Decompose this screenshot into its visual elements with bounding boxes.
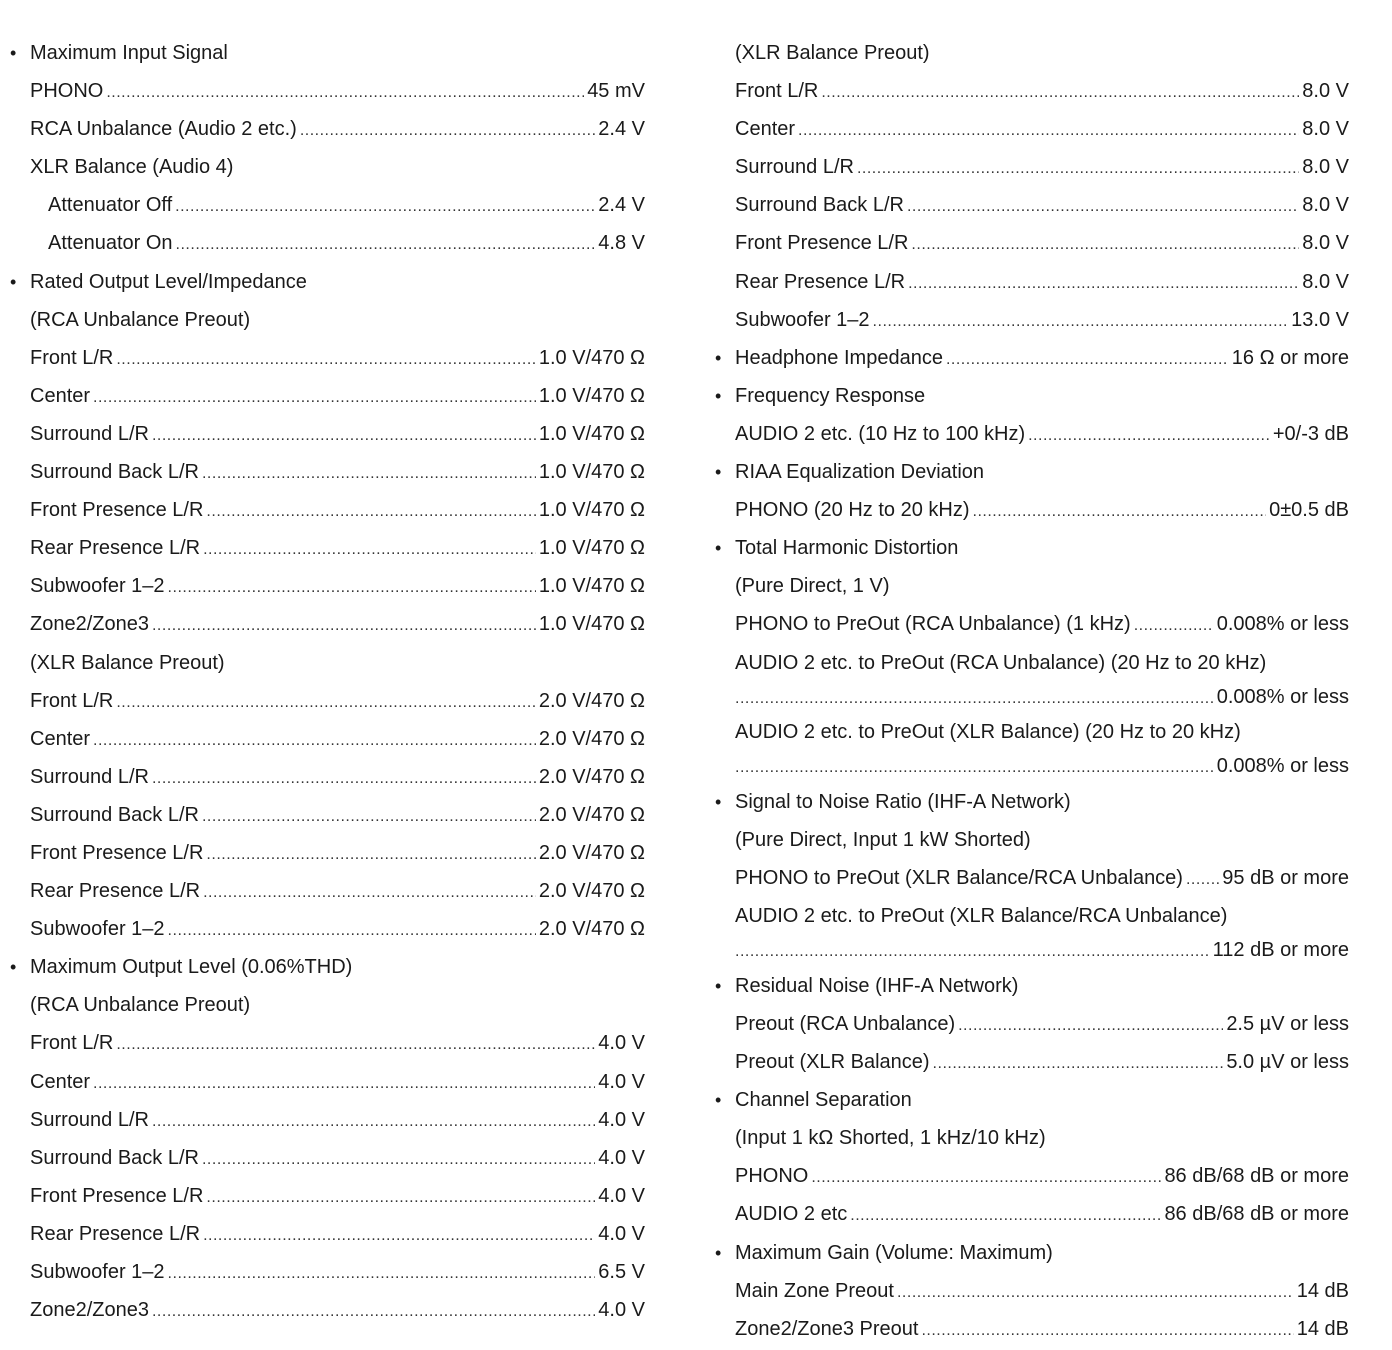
spec-label: Surround L/R	[30, 1108, 149, 1131]
spec-subheading	[715, 644, 1349, 675]
spec-entry-zone2-zone3	[10, 605, 645, 643]
spec-value: 2.0 V/470 Ω	[538, 918, 645, 941]
spec-value: 8.0 V	[1302, 232, 1349, 255]
spec-entry-rear-presence-l-r	[10, 872, 645, 910]
spec-label: Front L/R	[30, 346, 114, 369]
right-column	[715, 34, 1349, 1348]
spec-entry-front-presence-l-r	[10, 1177, 645, 1215]
spec-value: 14 dB	[1296, 1317, 1349, 1340]
spec-label: Surround Back L/R	[735, 194, 904, 217]
spec-heading-maximum-input-signal	[10, 34, 645, 72]
spec-label: Front Presence L/R	[30, 499, 204, 522]
spec-entry-front-l-r	[715, 72, 1349, 110]
dot-leader	[850, 1195, 1161, 1235]
spec-subheading-text: AUDIO 2 etc. to PreOut (XLR Balance) (20 Hz to 20 kHz)	[735, 721, 1241, 744]
spec-label: Surround L/R	[30, 422, 149, 445]
dot-leader	[202, 1139, 595, 1179]
spec-label: AUDIO 2 etc. (10 Hz to 100 kHz)	[735, 422, 1026, 445]
spec-subheading	[10, 644, 645, 682]
spec-entry-phono-to-preout-rca-unbalance-1-khz	[715, 605, 1349, 643]
dot-leader	[168, 567, 536, 607]
spec-entry-surround-l-r	[10, 758, 645, 796]
spec-heading-residual-noise-ihf-a-network	[715, 967, 1349, 1005]
spec-entry-phono	[715, 1157, 1349, 1195]
dot-leader	[203, 872, 536, 912]
spec-entry-headphone-impedance	[715, 339, 1349, 377]
spec-value: 1.0 V/470 Ω	[538, 613, 645, 636]
spec-heading-maximum-output-level-0-06-thd	[10, 948, 645, 986]
spec-heading-frequency-response	[715, 377, 1349, 415]
spec-value: 8.0 V	[1302, 118, 1349, 141]
dot-leader	[857, 148, 1299, 188]
dot-leader	[908, 263, 1299, 303]
spec-subheading	[10, 986, 645, 1024]
spec-label: Center	[30, 384, 91, 407]
spec-entry-audio-2-etc-10-hz-to-100-khz	[715, 415, 1349, 453]
dot-leader	[811, 1157, 1161, 1197]
spec-value: 1.0 V/470 Ω	[538, 422, 645, 445]
spec-value: 6.5 V	[598, 1261, 645, 1283]
dot-leader	[152, 1291, 595, 1331]
dot-leader	[152, 758, 536, 798]
dot-leader	[168, 1253, 596, 1293]
spec-entry-phono-20-hz-to-20-khz	[715, 491, 1349, 529]
dot-leader	[116, 682, 536, 722]
spec-label: Attenuator Off	[48, 194, 173, 217]
spec-subheading	[715, 567, 1349, 605]
spec-value: 2.4 V	[598, 194, 645, 217]
spec-entry-phono	[10, 72, 645, 110]
spec-label: Subwoofer 1–2	[735, 308, 870, 331]
spec-value: 2.0 V/470 Ω	[538, 880, 645, 903]
dot-leader	[202, 453, 536, 493]
spec-label: Subwoofer 1–2	[30, 575, 165, 598]
spec-label: RCA Unbalance (Audio 2 etc.)	[30, 118, 297, 141]
spec-label: Zone2/Zone3	[30, 1299, 149, 1322]
spec-label: Surround L/R	[30, 765, 149, 788]
spec-subheading	[715, 821, 1349, 859]
spec-value: 0.008% or less	[1216, 613, 1349, 636]
dot-leader	[93, 720, 536, 760]
spec-heading-channel-separation	[715, 1081, 1349, 1119]
spec-label: Front Presence L/R	[30, 1184, 204, 1207]
spec-subheading	[715, 897, 1349, 928]
spec-entry-continuation	[715, 744, 1349, 783]
spec-label: • Headphone Impedance	[735, 346, 943, 369]
spec-value: 5.0 µV or less	[1226, 1051, 1349, 1074]
dot-leader	[897, 1272, 1294, 1312]
spec-label: Front L/R	[30, 689, 114, 712]
dot-leader	[116, 1024, 595, 1064]
spec-value: 2.5 µV or less	[1226, 1012, 1349, 1035]
spec-entry-subwoofer-1-2	[10, 567, 645, 605]
dot-leader	[907, 186, 1299, 226]
dot-leader	[1028, 415, 1270, 455]
spec-subheading-text: (Input 1 kΩ Shorted, 1 kHz/10 kHz)	[735, 1127, 1046, 1150]
spec-label: Front L/R	[30, 1032, 114, 1055]
spec-label: Rear Presence L/R	[30, 537, 201, 560]
spec-label: AUDIO 2 etc	[735, 1203, 848, 1226]
spec-entry-preout-xlr-balance	[715, 1043, 1349, 1081]
spec-label: Preout (XLR Balance)	[735, 1051, 930, 1074]
dot-leader	[176, 224, 596, 264]
spec-label: Center	[30, 1070, 91, 1093]
spec-value: 4.0 V	[598, 1299, 645, 1322]
spec-heading-maximum-gain-volume-maximum	[715, 1234, 1349, 1272]
dot-leader	[168, 910, 536, 950]
spec-label: Surround Back L/R	[30, 461, 199, 484]
dot-leader	[1134, 605, 1214, 645]
spec-entry-surround-back-l-r	[715, 186, 1349, 224]
spec-entry-rear-presence-l-r	[715, 263, 1349, 301]
spec-value: 1.0 V/470 Ω	[538, 346, 645, 369]
spec-entry-front-presence-l-r	[10, 491, 645, 529]
spec-subheading-text: (XLR Balance Preout)	[30, 651, 225, 674]
spec-value: 1.0 V/470 Ω	[538, 384, 645, 407]
spec-entry-continuation	[715, 675, 1349, 714]
spec-value: +0/-3 dB	[1272, 422, 1349, 445]
spec-heading-text: Rated Output Level/Impedance	[30, 270, 307, 293]
spec-entry-surround-back-l-r	[10, 1139, 645, 1177]
spec-label: Surround Back L/R	[30, 803, 199, 826]
dot-leader	[116, 339, 536, 379]
dot-leader	[1186, 859, 1219, 899]
spec-value: 4.0 V	[598, 1032, 645, 1055]
spec-heading-text: Frequency Response	[735, 384, 926, 407]
spec-value: 95 dB or more	[1222, 867, 1349, 890]
spec-label: Preout (RCA Unbalance)	[735, 1012, 956, 1035]
spec-subheading-text: XLR Balance (Audio 4)	[30, 156, 234, 179]
spec-value: 112 dB or more	[1212, 939, 1349, 962]
spec-entry-main-zone-preout	[715, 1272, 1349, 1310]
spec-value: 4.0 V	[598, 1070, 645, 1093]
spec-entry-center	[10, 1063, 645, 1101]
spec-heading-text: Maximum Input Signal	[30, 42, 228, 64]
dot-leader	[921, 1310, 1293, 1350]
spec-label: Zone2/Zone3 Preout	[735, 1317, 919, 1340]
spec-label: Center	[735, 118, 796, 141]
dot-leader	[203, 529, 536, 569]
left-column	[10, 34, 645, 1329]
spec-subheading-text: AUDIO 2 etc. to PreOut (RCA Unbalance) (20 Hz to 20 kHz)	[735, 651, 1267, 674]
spec-label: Rear Presence L/R	[30, 1222, 201, 1245]
spec-subheading-text: (Pure Direct, 1 V)	[735, 575, 890, 598]
dot-leader	[933, 1043, 1224, 1083]
spec-heading-riaa-equalization-deviation	[715, 453, 1349, 491]
spec-heading-rated-output-level-impedance	[10, 263, 645, 301]
spec-label: Center	[30, 727, 91, 750]
spec-value: 86 dB/68 dB or more	[1164, 1203, 1349, 1226]
spec-value: 0.008% or less	[1216, 685, 1349, 708]
spec-entry-front-l-r	[10, 1024, 645, 1062]
spec-value: 8.0 V	[1302, 270, 1349, 293]
spec-entry-subwoofer-1-2	[715, 301, 1349, 339]
spec-heading-text: Maximum Gain (Volume: Maximum)	[735, 1241, 1053, 1264]
dot-leader	[911, 224, 1299, 264]
dot-leader	[175, 186, 595, 226]
spec-value: 2.0 V/470 Ω	[538, 727, 645, 750]
spec-value: 1.0 V/470 Ω	[538, 537, 645, 560]
spec-entry-surround-back-l-r	[10, 796, 645, 834]
spec-value: 4.0 V	[598, 1146, 645, 1169]
spec-value: 4.0 V	[598, 1108, 645, 1131]
spec-entry-rear-presence-l-r	[10, 1215, 645, 1253]
dot-leader	[93, 377, 536, 417]
spec-value: 45 mV	[587, 80, 645, 103]
spec-value: 0.008% or less	[1216, 755, 1349, 778]
spec-label: PHONO to PreOut (XLR Balance/RCA Unbalance)	[735, 867, 1183, 890]
dot-leader	[973, 491, 1267, 531]
spec-label: Front Presence L/R	[735, 232, 909, 255]
spec-heading-text: RIAA Equalization Deviation	[735, 461, 985, 484]
spec-entry-preout-rca-unbalance	[715, 1005, 1349, 1043]
spec-entry-subwoofer-1-2	[10, 910, 645, 948]
spec-heading-text: Channel Separation	[735, 1089, 912, 1112]
dot-leader	[821, 72, 1299, 112]
spec-entry-front-l-r	[10, 682, 645, 720]
spec-entry-subwoofer-1-2	[10, 1253, 645, 1291]
dot-leader	[873, 301, 1289, 341]
dot-leader	[202, 796, 536, 836]
spec-value: 86 dB/68 dB or more	[1164, 1165, 1349, 1188]
dot-leader	[152, 1101, 595, 1141]
spec-value: 2.0 V/470 Ω	[538, 803, 645, 826]
spec-entry-attenuator-on	[10, 224, 645, 262]
dot-leader	[93, 1063, 595, 1103]
spec-entry-surround-back-l-r	[10, 453, 645, 491]
dot-leader	[958, 1005, 1223, 1045]
dot-leader	[798, 110, 1299, 150]
spec-value: 2.0 V/470 Ω	[538, 765, 645, 788]
spec-subheading	[715, 34, 1349, 72]
spec-label: Attenuator On	[48, 232, 173, 255]
spec-entry-center	[715, 110, 1349, 148]
spec-value: 8.0 V	[1302, 194, 1349, 217]
spec-value: 8.0 V	[1302, 156, 1349, 179]
spec-label: PHONO	[30, 80, 104, 103]
spec-value: 4.0 V	[598, 1184, 645, 1207]
dot-leader	[946, 339, 1229, 379]
spec-value: 1.0 V/470 Ω	[538, 575, 645, 598]
spec-label: PHONO to PreOut (RCA Unbalance) (1 kHz)	[735, 613, 1131, 636]
spec-label: PHONO	[735, 1165, 809, 1188]
spec-entry-zone2-zone3	[10, 1291, 645, 1329]
spec-value: 2.0 V/470 Ω	[538, 689, 645, 712]
spec-entry-zone2-zone3-preout	[715, 1310, 1349, 1348]
spec-entry-center	[10, 720, 645, 758]
spec-subheading-text: (RCA Unbalance Preout)	[30, 994, 251, 1017]
dot-leader	[203, 1215, 595, 1255]
spec-value: 4.0 V	[598, 1222, 645, 1245]
spec-heading-text: Maximum Output Level (0.06%THD)	[30, 956, 353, 979]
spec-value: 14 dB	[1296, 1279, 1349, 1302]
spec-value: 2.4 V	[598, 118, 645, 141]
spec-heading-signal-to-noise-ratio-ihf-a-network	[715, 783, 1349, 821]
spec-entry-audio-2-etc	[715, 1195, 1349, 1233]
spec-heading-text: Residual Noise (IHF-A Network)	[735, 974, 1019, 997]
dot-leader	[206, 1177, 595, 1217]
spec-value: 1.0 V/470 Ω	[538, 499, 645, 522]
spec-value: 4.8 V	[598, 232, 645, 255]
spec-heading-total-harmonic-distortion	[715, 529, 1349, 567]
spec-label: Subwoofer 1–2	[30, 918, 165, 941]
spec-label: Zone2/Zone3	[30, 613, 149, 636]
spec-subheading-text: (RCA Unbalance Preout)	[30, 308, 251, 331]
spec-entry-attenuator-off	[10, 186, 645, 224]
spec-label: Rear Presence L/R	[30, 880, 201, 903]
spec-label: Front L/R	[735, 80, 819, 103]
spec-value: 1.0 V/470 Ω	[538, 461, 645, 484]
dot-leader	[300, 110, 595, 150]
spec-value: 13.0 V	[1291, 308, 1349, 331]
spec-label: Main Zone Preout	[735, 1279, 894, 1302]
spec-label: Subwoofer 1–2	[30, 1261, 165, 1283]
spec-subheading	[10, 301, 645, 339]
spec-entry-rear-presence-l-r	[10, 529, 645, 567]
dot-leader	[152, 415, 536, 455]
spec-value: 16 Ω or more	[1231, 346, 1349, 369]
spec-heading-text: Total Harmonic Distortion	[735, 537, 959, 560]
spec-entry-phono-to-preout-xlr-balance-rca-unbalance	[715, 859, 1349, 897]
dot-leader	[106, 72, 584, 112]
spec-value: 8.0 V	[1302, 80, 1349, 103]
spec-subheading-text: AUDIO 2 etc. to PreOut (XLR Balance/RCA Unbalance)	[735, 905, 1228, 928]
spec-entry-surround-l-r	[10, 1101, 645, 1139]
spec-heading-text: Signal to Noise Ratio (IHF-A Network)	[735, 790, 1071, 813]
spec-label: PHONO (20 Hz to 20 kHz)	[735, 499, 970, 522]
dot-leader	[206, 834, 535, 874]
spec-entry-surround-l-r	[715, 148, 1349, 186]
spec-entry-front-l-r	[10, 339, 645, 377]
spec-label: Surround L/R	[735, 156, 854, 179]
dot-leader	[206, 491, 535, 531]
spec-subheading-text: (XLR Balance Preout)	[735, 42, 930, 64]
spec-subheading	[10, 148, 645, 186]
spec-entry-front-presence-l-r	[715, 224, 1349, 262]
spec-subheading-text: (Pure Direct, Input 1 kW Shorted)	[735, 828, 1031, 851]
spec-entry-surround-l-r	[10, 415, 645, 453]
spec-entry-rca-unbalance-audio-2-etc	[10, 110, 645, 148]
spec-entry-front-presence-l-r	[10, 834, 645, 872]
spec-entry-continuation	[715, 928, 1349, 967]
spec-value: 2.0 V/470 Ω	[538, 841, 645, 864]
spec-label: Rear Presence L/R	[735, 270, 906, 293]
spec-subheading	[715, 713, 1349, 744]
dot-leader	[152, 605, 536, 645]
spec-entry-center	[10, 377, 645, 415]
spec-label: Surround Back L/R	[30, 1146, 199, 1169]
spec-value: 0±0.5 dB	[1269, 499, 1349, 522]
spec-label: Front Presence L/R	[30, 841, 204, 864]
spec-subheading	[715, 1119, 1349, 1157]
